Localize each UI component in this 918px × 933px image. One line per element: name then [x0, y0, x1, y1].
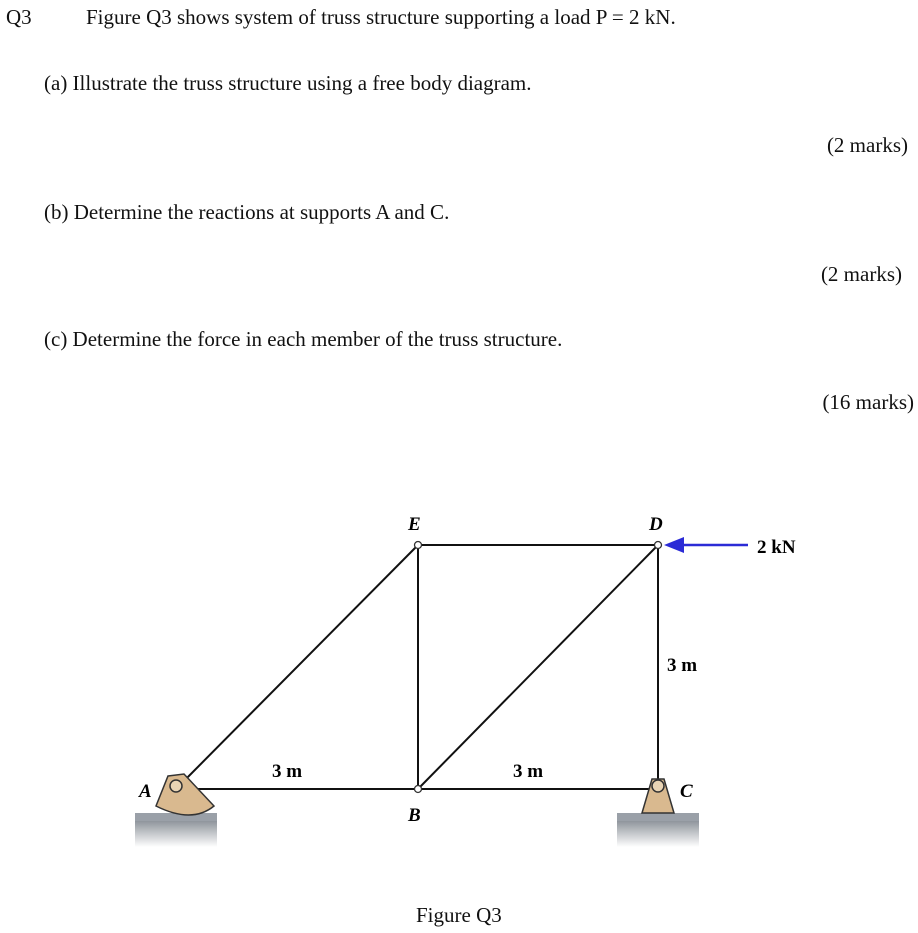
part-b-marks: (2 marks) — [820, 262, 902, 286]
part-c-marks: (16 marks) — [822, 390, 914, 414]
joint-e — [415, 542, 422, 549]
node-label-a: A — [139, 781, 152, 802]
joint-b — [415, 786, 422, 793]
part-c-text: (c) Determine the force in each member of the truss structure. — [44, 327, 563, 351]
joint-d — [655, 542, 662, 549]
ground-c — [617, 813, 699, 847]
node-label-b: B — [408, 805, 421, 826]
node-label-e: E — [408, 514, 421, 535]
member-bd — [418, 545, 658, 789]
part-a-text: (a) Illustrate the truss structure using a free body diagram. — [44, 71, 532, 95]
question-stem: Figure Q3 shows system of truss structure supporting a load P = 2 kN. — [86, 5, 676, 29]
load-arrow — [664, 537, 748, 553]
part-b-text: (b) Determine the reactions at supports A and C. — [44, 200, 450, 224]
load-label: 2 kN — [757, 537, 796, 558]
dim-label-vertical: 3 m — [667, 655, 698, 676]
member-ae — [176, 545, 418, 789]
support-c — [642, 779, 674, 813]
question-number: Q3 — [6, 5, 32, 29]
support-a — [156, 774, 214, 815]
dim-label-right: 3 m — [513, 761, 544, 782]
node-label-d: D — [649, 514, 663, 535]
figure-caption: Figure Q3 — [416, 903, 502, 927]
node-label-c: C — [680, 781, 693, 802]
part-a-marks: (2 marks) — [826, 133, 908, 157]
ground-a — [135, 813, 217, 847]
dim-label-left: 3 m — [272, 761, 303, 782]
